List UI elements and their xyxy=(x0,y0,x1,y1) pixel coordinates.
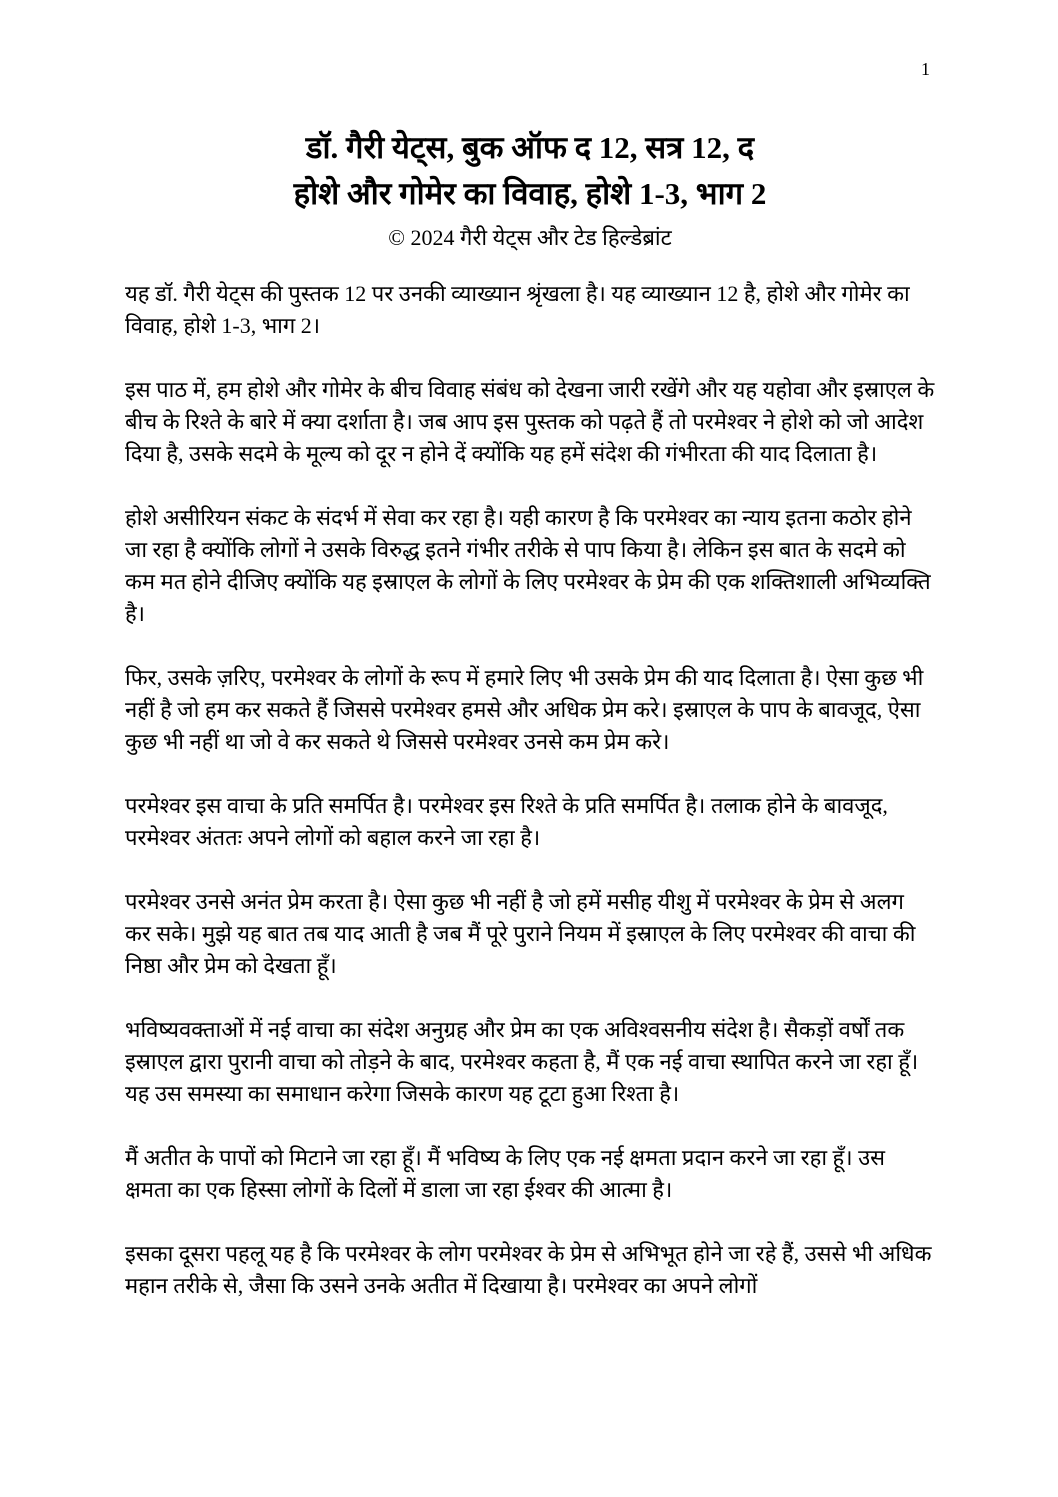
paragraph: होशे असीरियन संकट के संदर्भ में सेवा कर रहा है। यही कारण है कि परमेश्वर का न्याय इतना कठोर होने जा रहा है क्योंकि लोगों ने उसके विरुद्ध इतने गंभीर तरीके से पाप किया है। लेकिन इस बात के सदमे को कम मत होने दीजिए क्योंकि यह इस्राएल के लोगों के लिए परमेश्वर के प्रेम की एक शक्तिशाली अभिव्यक्ति है। xyxy=(125,505,931,626)
paragraph: परमेश्वर उनसे अनंत प्रेम करता है। ऐसा कुछ भी नहीं है जो हमें मसीह यीशु में परमेश्वर के प्रेम से अलग कर सके। मुझे यह बात तब याद आती है जब मैं पूरे पुराने नियम में इस्राएल के लिए परमेश्वर की वाचा की निष्ठा और प्रेम को देखता हूँ। xyxy=(125,889,916,978)
paragraph: इसका दूसरा पहलू यह है कि परमेश्वर के लोग परमेश्वर के प्रेम से अभिभूत होने जा रहे हैं, उससे भी अधिक महान तरीके से, जैसा कि उसने उनके अतीत में दिखाया है। परमेश्वर का अपने लोगों xyxy=(125,1241,932,1298)
document-body xyxy=(125,278,935,1302)
copyright-line: © 2024 गैरी येट्स और टेड हिल्डेब्रांट xyxy=(388,225,672,250)
title-line-2: होशे और गोमेर का विवाह, होशे 1-3, भाग 2 xyxy=(293,176,767,211)
paragraph: भविष्यवक्ताओं में नई वाचा का संदेश अनुग्रह और प्रेम का एक अविश्वसनीय संदेश है। सैकड़ों वर्षों तक इस्राएल द्वारा पुरानी वाचा को तोड़ने के बाद, परमेश्वर कहता है, मैं एक नई वाचा स्थापित करने जा रहा हूँ। यह उस समस्या का समाधान करेगा जिसके कारण यह टूटा हुआ रिश्ता है। xyxy=(125,1017,919,1106)
paragraph: यह डॉ. गैरी येट्स की पुस्तक 12 पर उनकी व्याख्यान श्रृंखला है। यह व्याख्यान 12 है, होशे और गोमेर का विवाह, होशे 1-3, भाग 2। xyxy=(125,281,910,338)
document-title xyxy=(125,125,935,217)
title-line-1: डॉ. गैरी येट्स, बुक ऑफ द 12, सत्र 12, द xyxy=(305,130,755,165)
paragraph: इस पाठ में, हम होशे और गोमेर के बीच विवाह संबंध को देखना जारी रखेंगे और यह यहोवा और इस्राएल के बीच के रिश्ते के बारे में क्या दर्शाता है। जब आप इस पुस्तक को पढ़ते हैं तो परमेश्वर ने होशे को जो आदेश दिया है, उसके सदमे के मूल्य को दूर न होने दें क्योंकि यह हमें संदेश की गंभीरता की याद दिलाता है। xyxy=(125,377,935,466)
paragraph: फिर, उसके ज़रिए, परमेश्वर के लोगों के रूप में हमारे लिए भी उसके प्रेम की याद दिलाता है। ऐसा कुछ भी नहीं है जो हम कर सकते हैं जिससे परमेश्वर हमसे और अधिक प्रेम करे। इस्राएल के पाप के बावजूद, ऐसा कुछ भी नहीं था जो वे कर सकते थे जिससे परमेश्वर उनसे कम प्रेम करे। xyxy=(125,665,924,754)
page-number: 1 xyxy=(921,59,930,79)
paragraph: परमेश्वर इस वाचा के प्रति समर्पित है। परमेश्वर इस रिश्ते के प्रति समर्पित है। तलाक होने के बावजूद, परमेश्वर अंततः अपने लोगों को बहाल करने जा रहा है। xyxy=(125,793,888,850)
paragraph: मैं अतीत के पापों को मिटाने जा रहा हूँ। मैं भविष्य के लिए एक नई क्षमता प्रदान करने जा रहा हूँ। उस क्षमता का एक हिस्सा लोगों के दिलों में डाला जा रहा ईश्वर की आत्मा है। xyxy=(125,1145,885,1202)
